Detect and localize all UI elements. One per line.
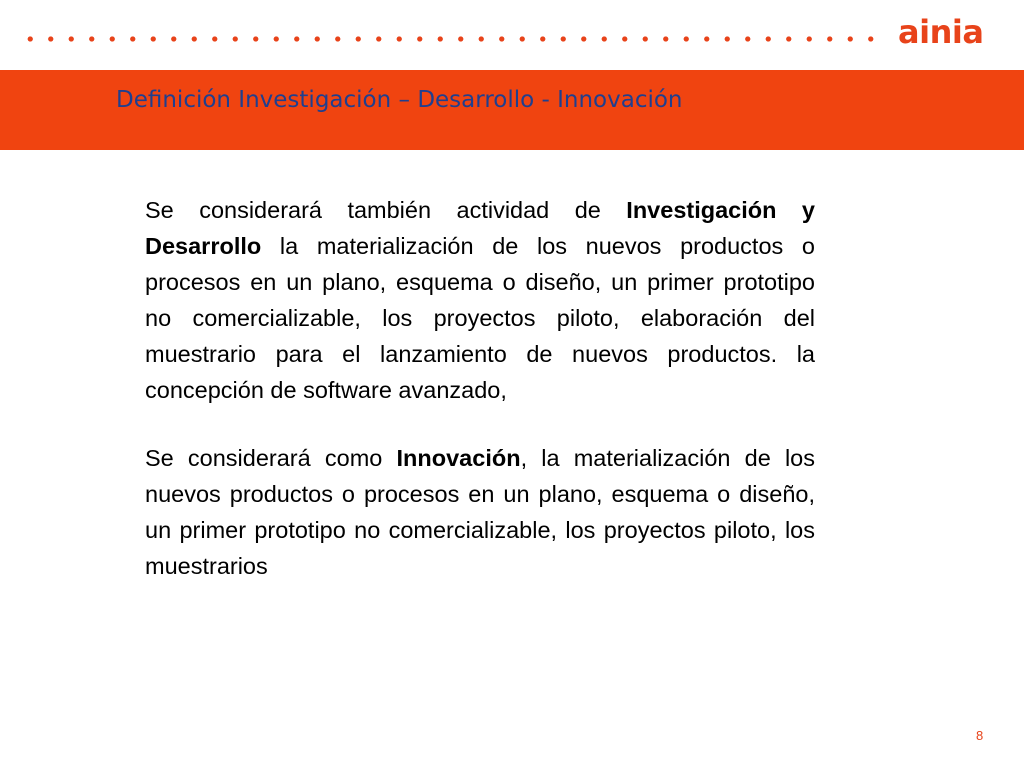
slide-number: 8 bbox=[976, 728, 984, 743]
paragraph-2-bold-term: Innovación bbox=[396, 445, 521, 471]
paragraph-1-bold-term: Investigación y Desarrollo bbox=[145, 197, 815, 259]
paragraph-innovacion bbox=[145, 440, 815, 584]
paragraph-1-rest: la materialización de los nuevos productos o procesos en un plano, esquema o diseño, un primer prototipo no comercializable, los proyectos piloto, elaboración del muestrario para el lanzamiento de nuevos productos. la concepción de software avanzado, bbox=[145, 233, 815, 403]
paragraph-2-rest: , la materialización de los nuevos productos o procesos en un plano, esquema o diseño, un primer prototipo no comercializable, los proyectos piloto, los muestrarios bbox=[145, 445, 815, 579]
paragraph-1-intro: Se considerará también actividad de bbox=[145, 197, 627, 223]
ainia-logo: ainia bbox=[898, 13, 984, 51]
slide-body bbox=[145, 192, 815, 616]
slide-title: Definición Investigación – Desarrollo - Innovación bbox=[116, 87, 683, 113]
decorative-dot-line bbox=[20, 34, 880, 44]
paragraph-investigacion-desarrollo bbox=[145, 192, 815, 408]
paragraph-2-intro: Se considerará como bbox=[145, 445, 397, 471]
